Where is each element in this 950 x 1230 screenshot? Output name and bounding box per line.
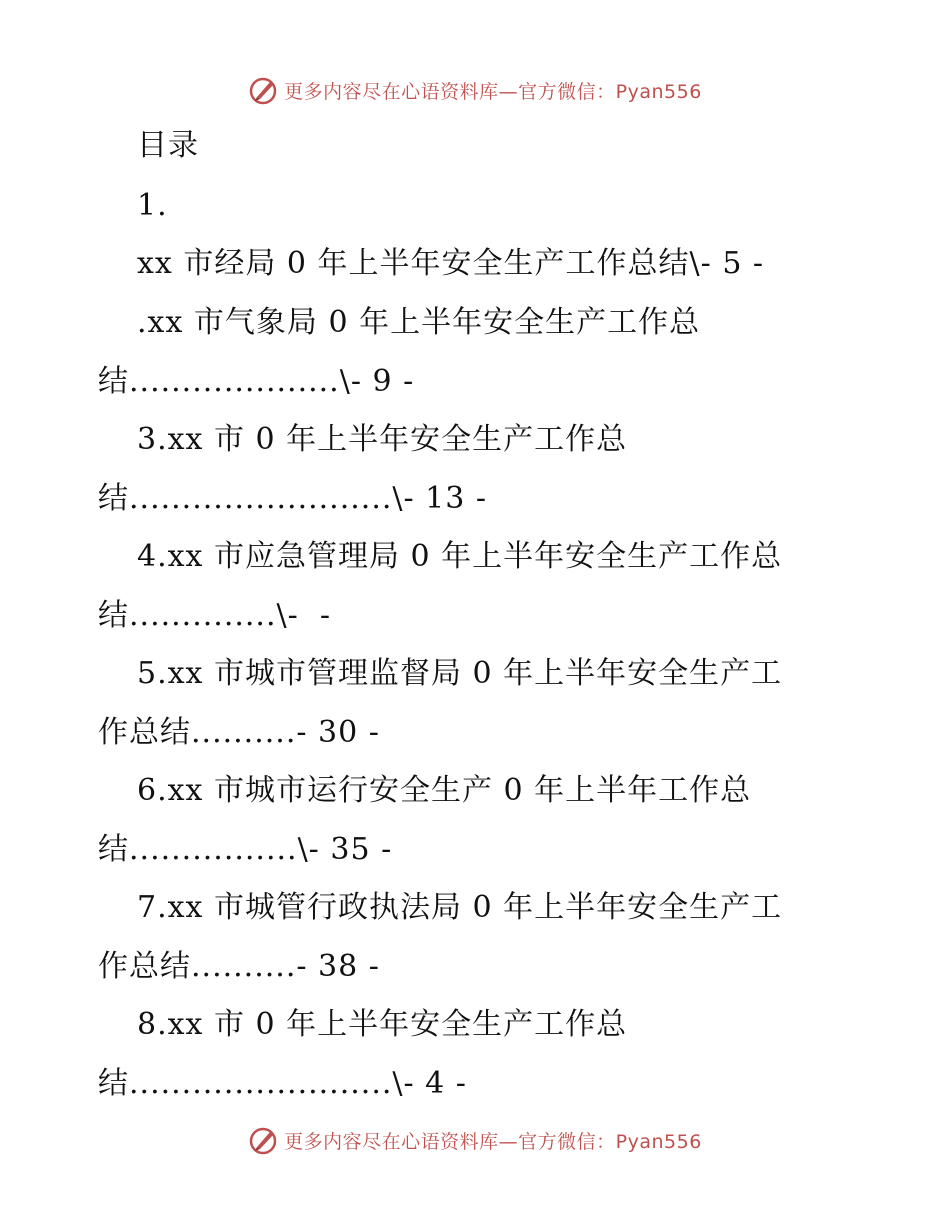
watermark-text: 更多内容尽在心语资料库—官方微信：Pyan556	[284, 80, 702, 103]
toc-line: 结....................\- 9 -	[98, 364, 415, 399]
toc-line: 6.xx 市城市运行安全生产 0 年上半年工作总	[137, 773, 752, 808]
toc-title: 目录	[137, 128, 199, 163]
toc-line: 7.xx 市城管行政执法局 0 年上半年安全生产工	[137, 890, 783, 925]
toc-line: 结.........................\- 4 -	[98, 1066, 467, 1101]
footer-watermark	[0, 1120, 950, 1160]
toc-line: 作总结..........- 38 -	[98, 949, 380, 984]
toc-line: 作总结..........- 30 -	[98, 715, 380, 750]
toc-line: 5.xx 市城市管理监督局 0 年上半年安全生产工	[137, 656, 783, 691]
toc-line: 3.xx 市 0 年上半年安全生产工作总	[137, 422, 628, 457]
toc-line: 结.........................\- 13 -	[98, 481, 488, 516]
toc-line: 结................\- 35 -	[98, 832, 393, 867]
toc-line: 1.	[137, 188, 168, 223]
toc-line: 4.xx 市应急管理局 0 年上半年安全生产工作总	[137, 539, 783, 574]
toc-line: 8.xx 市 0 年上半年安全生产工作总	[137, 1007, 628, 1042]
pen-logo-icon	[248, 1125, 278, 1155]
header-watermark	[0, 70, 950, 110]
watermark-text: 更多内容尽在心语资料库—官方微信：Pyan556	[284, 1130, 702, 1153]
toc-line: xx 市经局 0 年上半年安全生产工作总结\- 5 -	[137, 246, 765, 281]
toc-line: .xx 市气象局 0 年上半年安全生产工作总	[137, 305, 701, 340]
toc-line: 结..............\- -	[98, 598, 331, 633]
pen-logo-icon	[248, 75, 278, 105]
